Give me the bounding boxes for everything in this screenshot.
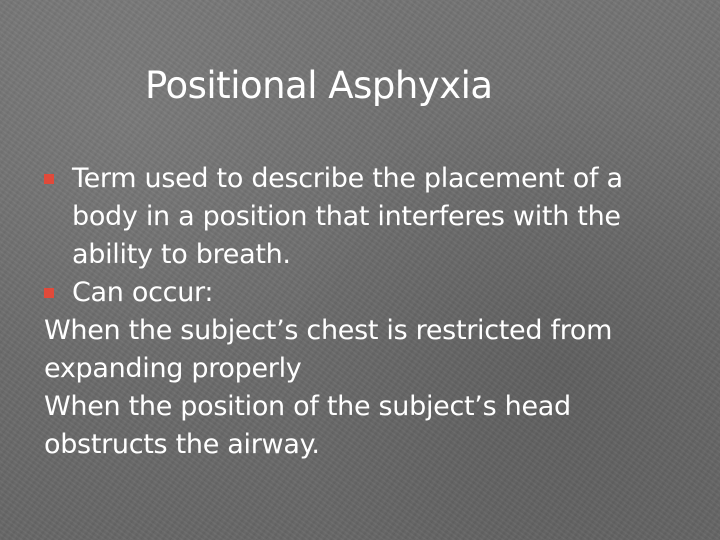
slide-body bbox=[44, 160, 694, 464]
bullet-text: Can occur: bbox=[72, 277, 214, 308]
square-bullet-icon bbox=[44, 288, 54, 298]
bullet-item bbox=[44, 274, 694, 312]
slide-title: Positional Asphyxia bbox=[145, 64, 493, 107]
square-bullet-icon bbox=[44, 174, 54, 184]
body-paragraph: When the position of the subject’s head obstructs the airway. bbox=[44, 391, 571, 460]
bullet-text: Term used to describe the placement of a body in a position that interferes with the ability to breath. bbox=[72, 163, 623, 270]
body-paragraph: When the subject’s chest is restricted from expanding properly bbox=[44, 315, 613, 384]
bullet-item bbox=[44, 160, 694, 274]
